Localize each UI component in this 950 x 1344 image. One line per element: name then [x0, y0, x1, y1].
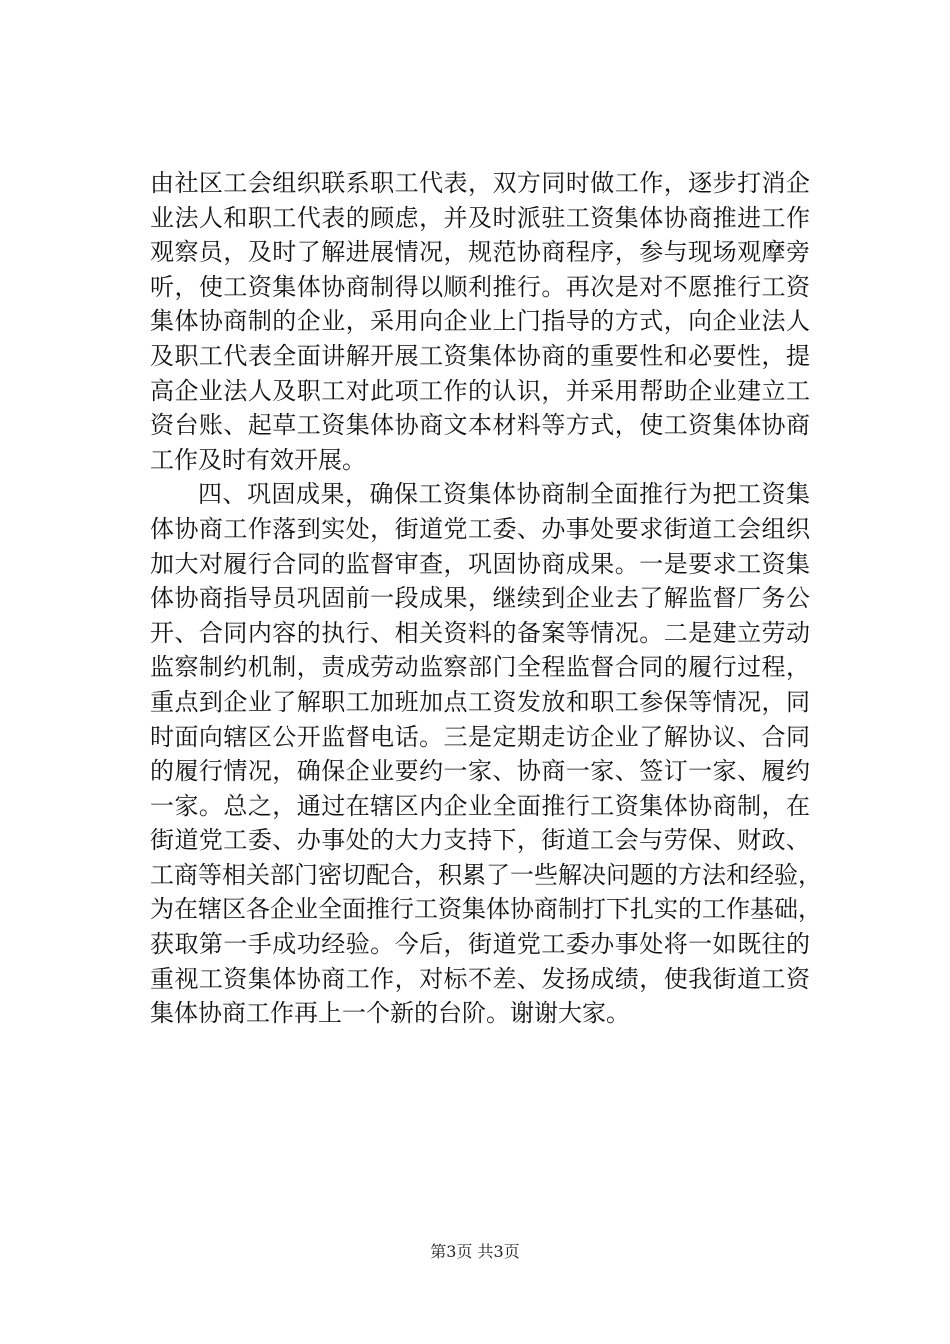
text-line: 的履行情况，确保企业要约一家、协商一家、签订一家、履约	[150, 757, 810, 786]
text-line: 业法人和职工代表的顾虑，并及时派驻工资集体协商推进工作	[150, 203, 810, 232]
text-line: 街道党工委、办事处的大力支持下，街道工会与劳保、财政、	[150, 826, 810, 855]
text-line: 监察制约机制，责成劳动监察部门全程监督合同的履行过程，	[150, 653, 810, 682]
body-text	[150, 166, 822, 1031]
text-line: 一家。总之，通过在辖区内企业全面推行工资集体协商制，在	[150, 791, 810, 820]
text-line: 由社区工会组织联系职工代表，双方同时做工作，逐步打消企	[150, 169, 810, 197]
text-line: 资台账、起草工资集体协商文本材料等方式，使工资集体协商	[150, 411, 810, 440]
text-line: 加大对履行合同的监督审查，巩固协商成果。一是要求工资集	[150, 549, 810, 578]
text-line: 高企业法人及职工对此项工作的认识，并采用帮助企业建立工	[150, 376, 810, 405]
text-line: 重视工资集体协商工作，对标不差、发扬成绩，使我街道工资	[150, 964, 810, 993]
text-line: 集体协商工作再上一个新的台阶。谢谢大家。	[150, 999, 630, 1028]
text-line: 及职工代表全面讲解开展工资集体协商的重要性和必要性，提	[150, 341, 810, 370]
text-line: 集体协商制的企业，采用向企业上门指导的方式，向企业法人	[150, 307, 810, 336]
paragraph-start-line: 四、巩固成果，确保工资集体协商制全面推行为把工资集	[198, 480, 810, 509]
text-line: 获取第一手成功经验。今后，街道党工委办事处将一如既往的	[150, 930, 810, 959]
text-line: 工作及时有效开展。	[150, 445, 366, 474]
text-line: 开、合同内容的执行、相关资料的备案等情况。二是建立劳动	[150, 618, 810, 647]
text-line: 观察员，及时了解进展情况，规范协商程序，参与现场观摩旁	[150, 238, 810, 267]
text-line: 工商等相关部门密切配合，积累了一些解决问题的方法和经验，	[150, 860, 822, 889]
text-line: 时面向辖区公开监督电话。三是定期走访企业了解协议、合同	[150, 722, 810, 751]
text-line: 听，使工资集体协商制得以顺利推行。再次是对不愿推行工资	[150, 272, 810, 301]
text-line: 体协商工作落到实处，街道党工委、办事处要求街道工会组织	[150, 514, 810, 543]
text-line: 体协商指导员巩固前一段成果，继续到企业去了解监督厂务公	[150, 584, 810, 613]
text-line: 为在辖区各企业全面推行工资集体协商制打下扎实的工作基础，	[150, 895, 822, 924]
text-line: 重点到企业了解职工加班加点工资发放和职工参保等情况，同	[150, 687, 810, 716]
page-number-footer: 第3页 共3页	[430, 1242, 520, 1261]
